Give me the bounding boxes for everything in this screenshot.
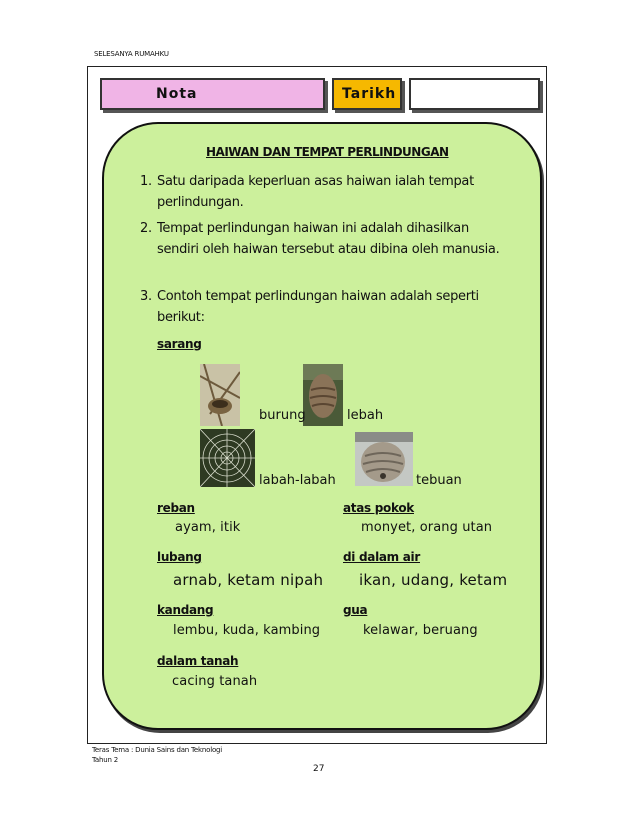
shelter-animals-lubang: arnab, ketam nipah (173, 571, 324, 589)
nota-label: Nota (156, 86, 198, 102)
shelter-animals-gua: kelawar, beruang (363, 623, 478, 638)
running-header: SELESANYA RUMAHKU (94, 50, 169, 58)
shelter-animals-kandang: lembu, kuda, kambing (173, 623, 321, 638)
shelter-animals-atas-pokok: monyet, orang utan (361, 520, 493, 535)
shelter-heading-atas-pokok: atas pokok (343, 501, 414, 515)
notes-panel (102, 122, 542, 730)
caption-burung: burung (259, 408, 306, 423)
caption-tebuan: tebuan (416, 473, 462, 488)
date-field[interactable] (409, 78, 540, 110)
wasp-nest-image (355, 432, 413, 486)
point-number: 1. (140, 174, 152, 189)
shelter-heading-reban: reban (157, 501, 195, 515)
tarikh-label: Tarikh (342, 86, 397, 102)
bee-hive-image (303, 364, 343, 426)
notes-title: HAIWAN DAN TEMPAT PERLINDUNGAN (206, 145, 449, 159)
footer-grade: Tahun 2 (92, 756, 118, 764)
shelter-heading-di-dalam-air: di dalam air (343, 550, 420, 564)
nota-label-box (100, 78, 325, 110)
point-number: 2. (140, 221, 152, 236)
point-3 (140, 286, 525, 328)
caption-labah-labah: labah-labah (259, 473, 336, 488)
shelter-heading-dalam-tanah: dalam tanah (157, 654, 239, 668)
point-number: 3. (140, 289, 152, 304)
caption-lebah: lebah (347, 408, 384, 423)
point-1 (140, 171, 525, 213)
point-text: Satu daripada keperluan asas haiwan ialah tempat perlindungan. (157, 174, 474, 210)
sarang-heading: sarang (157, 337, 202, 351)
page-number: 27 (313, 764, 325, 774)
footer-theme: Teras Tema : Dunia Sains dan Teknologi (92, 746, 223, 754)
shelter-animals-di-dalam-air: ikan, udang, ketam (359, 571, 508, 589)
spider-web-image (200, 429, 255, 487)
point-2 (140, 218, 525, 281)
point-text: Tempat perlindungan haiwan ini adalah dihasilkan sendiri oleh haiwan tersebut atau dibina oleh manusia. (157, 221, 500, 257)
shelter-heading-gua: gua (343, 603, 368, 617)
shelter-animals-dalam-tanah: cacing tanah (172, 674, 258, 689)
shelter-animals-reban: ayam, itik (175, 520, 241, 535)
tarikh-label-box (332, 78, 402, 110)
shelter-heading-kandang: kandang (157, 603, 214, 617)
bird-nest-image (200, 364, 240, 426)
shelter-heading-lubang: lubang (157, 550, 202, 564)
point-text: Contoh tempat perlindungan haiwan adalah seperti berikut: (157, 289, 479, 325)
